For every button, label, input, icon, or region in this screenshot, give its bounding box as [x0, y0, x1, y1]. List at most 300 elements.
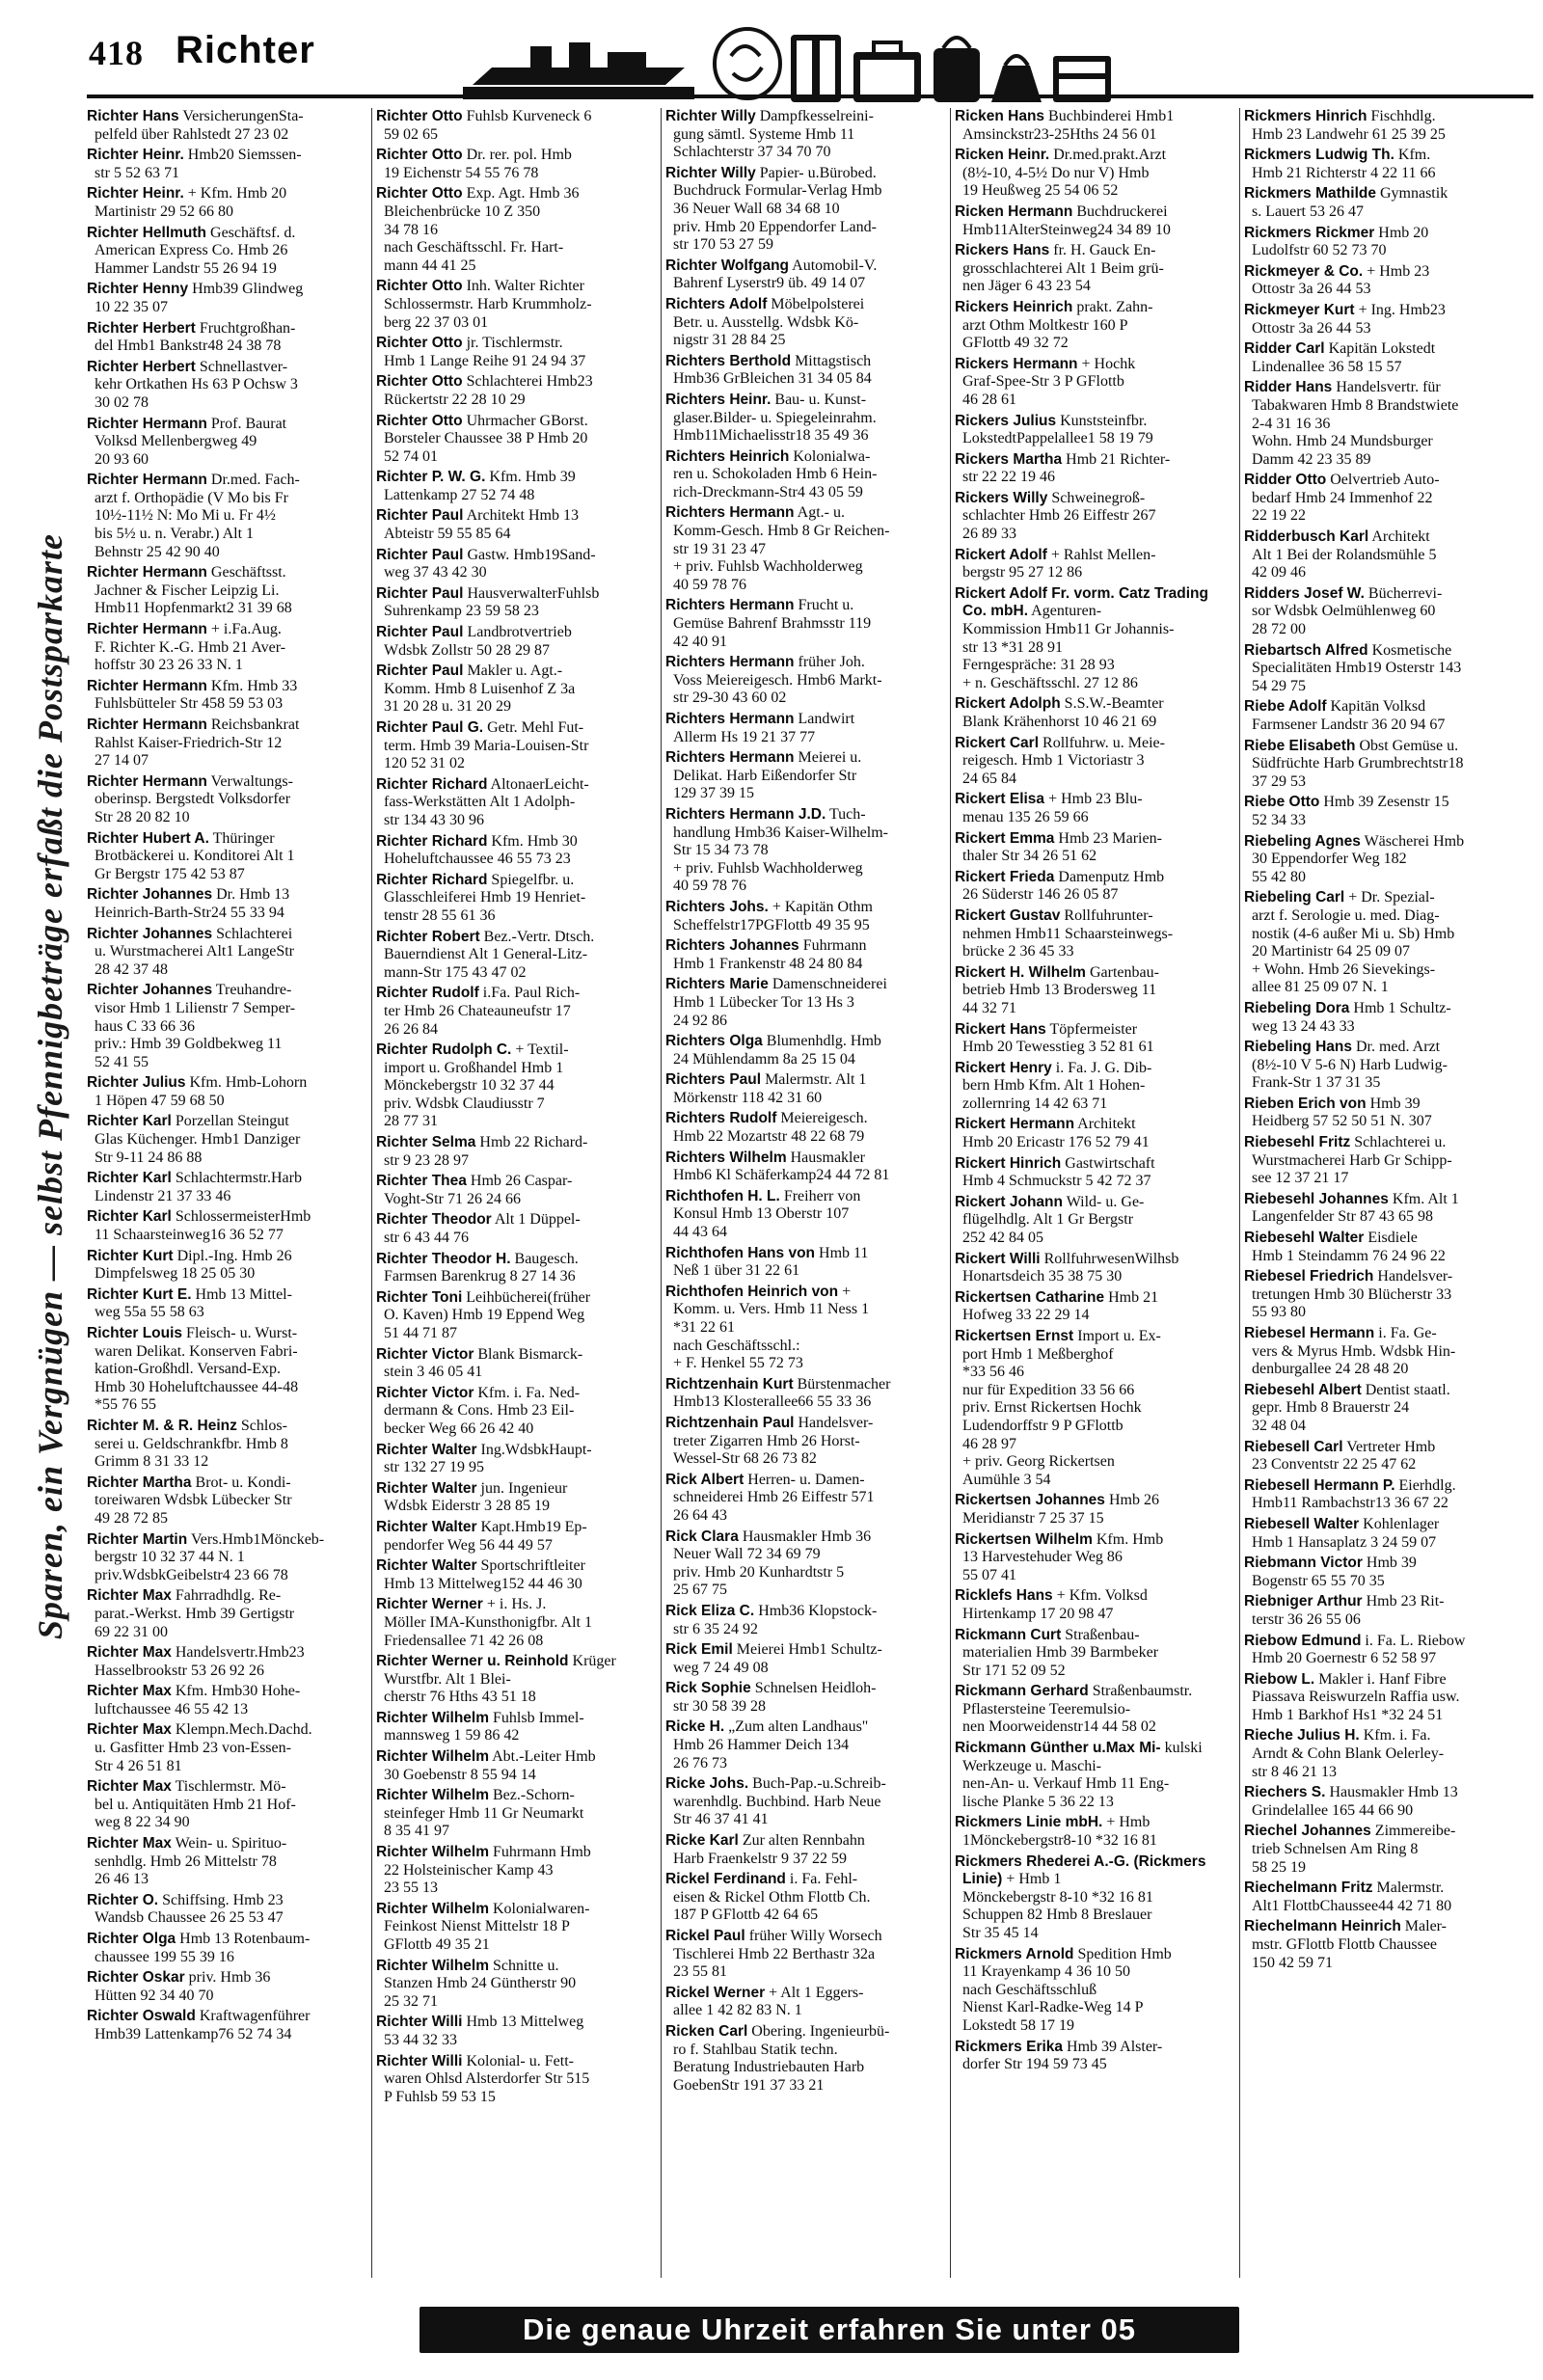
header-illustration — [463, 17, 1533, 114]
entry-details: Fleisch- u. Wurst- waren Delikat. Konserven Fabri- kation-Großhdl. Versand-Exp. Hmb 30 Hoheluftchaussee 44-48 *55 76 55 — [95, 1325, 299, 1414]
entry-details: Geschäftsf. d. American Express Co. Hmb 26 Hammer Landstr 55 26 94 19 — [95, 224, 296, 277]
directory-entry — [665, 899, 945, 934]
entry-details: Gymnastik s. Lauert 53 26 47 — [1252, 185, 1448, 220]
directory-entry — [376, 1787, 656, 1841]
entry-name: Riebesehl Albert — [1244, 1381, 1362, 1398]
entry-name: Richter Johannes — [87, 982, 213, 999]
entry-details: jun. Ingenieur Wdsbk Eiderstr 3 28 85 19 — [384, 1479, 568, 1515]
entry-details: Wein- u. Spirituo- senhdlg. Hmb 26 Mittelstr 78 26 46 13 — [95, 1835, 287, 1888]
entry-name: Rickert Adolph — [955, 695, 1061, 713]
entry-name: Richter Willi — [376, 2014, 463, 2031]
directory-entry — [1244, 1382, 1524, 1436]
entry-name: Rickel Ferdinand — [665, 1871, 786, 1888]
entry-details: Leihbücherei(früher O. Kaven) Hmb 19 Eppend Weg 51 44 71 87 — [384, 1288, 591, 1341]
directory-entry — [665, 1928, 945, 1982]
directory-entry — [665, 654, 945, 708]
entry-details: HausverwalterFuhlsb Suhrenkamp 23 59 58 23 — [384, 584, 600, 620]
directory-entry — [955, 490, 1234, 544]
directory-entry — [955, 242, 1234, 296]
directory-entry — [376, 929, 656, 983]
directory-entry — [1244, 1823, 1524, 1877]
entry-details: i. Fa. J. G. Dib- bern Hmb Kfm. Alt 1 Hohen- zollernring 14 42 63 71 — [962, 1059, 1152, 1112]
entry-details: Dr. rer. pol. Hmb 19 Eichenstr 54 55 76 78 — [384, 147, 572, 181]
directory-entry — [376, 185, 656, 275]
entry-details: Kfm. i. Fa. Ned- dermann & Cons. Hmb 23 Eil- becker Weg 66 26 42 40 — [384, 1384, 581, 1437]
entry-details: Kosmetische Specialitäten Hmb19 Osterstr 143 54 29 75 — [1252, 641, 1462, 694]
directory-entry — [665, 1149, 945, 1185]
entry-details: Rollfuhrw. u. Meie- reigesch. Hmb 1 Victoriastr 3 24 65 84 — [962, 734, 1165, 787]
entry-details: Hausmakler Hmb6 Kl Schäferkamp24 44 72 81 — [673, 1149, 890, 1184]
entry-name: Richter Toni — [376, 1288, 463, 1306]
directory-entry — [665, 108, 945, 162]
directory-entry — [1244, 528, 1524, 582]
entry-name: Rickert Adolf Fr. vorm. Catz Trading Co. mbH. — [955, 584, 1208, 620]
directory-entry — [955, 413, 1234, 448]
directory-entry — [955, 907, 1234, 961]
entry-details: Kfm. Alt 1 Langenfelder Str 87 43 65 98 — [1252, 1190, 1459, 1226]
directory-entry — [1244, 1095, 1524, 1131]
directory-entry — [665, 1603, 945, 1638]
entry-name: Richters Paul — [665, 1071, 762, 1089]
directory-entry — [87, 1170, 366, 1205]
entry-name: Richter Max — [87, 1778, 172, 1796]
entry-details: + Hmb 1Mönckebergstr8-10 *32 16 81 — [962, 1814, 1157, 1850]
entry-details: Freiherr von Konsul Hmb 13 Oberstr 107 44 43 64 — [673, 1187, 861, 1241]
entry-name: Riebeling Hans — [1244, 1039, 1352, 1056]
entry-details: Landwirt Allerm Hs 19 21 37 77 — [673, 711, 855, 745]
entry-details: Kfm. Hmb 13 Harvestehuder Weg 86 55 07 41 — [962, 1530, 1164, 1583]
entry-name: Richter Otto — [376, 335, 463, 352]
directory-entry — [955, 547, 1234, 582]
entry-details: Verwaltungs- oberinsp. Bergstedt Volksdorfer Str 28 20 82 10 — [95, 772, 293, 825]
entry-details: Dr. Hmb 13 Heinrich-Barth-Str24 55 33 94 — [95, 886, 290, 921]
directory-entry — [87, 147, 366, 182]
directory-entry — [665, 1188, 945, 1242]
entry-name: Richter Hermann — [87, 564, 207, 581]
entry-name: Richter Heinr. — [87, 147, 184, 164]
entry-name: Richter Walter — [376, 1479, 477, 1497]
directory-entry — [955, 1627, 1234, 1681]
entry-name: Richters Johs. — [665, 898, 769, 915]
directory-entry — [376, 507, 656, 543]
directory-entry — [1244, 1593, 1524, 1629]
entry-details: + Hmb 23 Ottostr 3a 26 44 53 — [1252, 262, 1430, 298]
directory-entry — [955, 451, 1234, 487]
entry-name: Riebmann Victor — [1244, 1555, 1363, 1572]
entry-details: Landbrotvertrieb Wdsbk Zollstr 50 28 29 87 — [384, 624, 572, 659]
directory-entry — [665, 392, 945, 446]
header-rule — [87, 95, 1533, 98]
entry-details: Ing.WdsbkHaupt- str 132 27 19 95 — [384, 1441, 592, 1476]
directory-entry — [665, 1284, 945, 1373]
directory-entry — [955, 1289, 1234, 1325]
entry-details: Baugesch. Farmsen Barenkrug 8 27 14 36 — [384, 1250, 579, 1285]
entry-name: Rickmers Hinrich — [1244, 108, 1367, 124]
entry-name: Richters Hermann — [665, 504, 795, 522]
entry-name: Richter Max — [87, 1721, 172, 1739]
entry-name: Rickel Paul — [665, 1928, 745, 1944]
directory-entry — [87, 1418, 366, 1472]
entry-name: Ricken Hermann — [955, 203, 1073, 220]
entry-details: Architekt Alt 1 Bei der Rolandsmühle 5 42 09 46 — [1252, 528, 1437, 581]
directory-entry — [955, 1155, 1234, 1191]
entry-name: Rickmers Ludwig Th. — [1244, 147, 1394, 164]
entry-details: Kolonialwaren- Feinkost Nienst Mittelstr 18 P GFlottb 49 35 21 — [384, 1900, 590, 1953]
entry-name: Richter Walter — [376, 1518, 477, 1535]
entry-name: Richter Wilhelm — [376, 1900, 489, 1917]
directory-entry — [665, 296, 945, 350]
directory-entry — [955, 1492, 1234, 1528]
entry-name: Richter Paul — [376, 584, 464, 602]
directory-entry — [665, 504, 945, 594]
entry-details: Kraftwagenführer Hmb39 Lattenkamp76 52 74 34 — [95, 2008, 311, 2042]
directory-entry — [665, 1680, 945, 1716]
entry-name: Richter Otto — [376, 185, 463, 203]
directory-entry — [1244, 1439, 1524, 1474]
entry-details: Getr. Mehl Fut- term. Hmb 39 Maria-Louisen-Str 120 52 31 02 — [384, 719, 589, 772]
entry-details: Bürstenmacher Hmb13 Klosterallee66 55 33 36 — [673, 1375, 891, 1411]
directory-entry — [376, 1557, 656, 1593]
entry-details: Agenturen- Kommission Hmb11 Gr Johannis- str 13 *31 28 91 Ferngespräche: 31 28 93 + n. Geschäftsschl. 27 12 86 — [962, 603, 1175, 691]
directory-entry — [376, 1173, 656, 1208]
entry-name: Richter Otto — [376, 373, 463, 391]
entry-details: Straßenbau- materialien Hmb 39 Barmbeker Str 171 52 09 52 — [962, 1626, 1159, 1679]
entry-details: + i.Fa.Aug. F. Richter K.-G. Hmb 21 Aver- hoffstr 30 23 26 33 N. 1 — [95, 621, 286, 674]
entry-details: VersicherungenSta- pelfeld über Rahlstedt 27 23 02 — [95, 108, 304, 143]
entry-details: Zimmereibe- trieb Schnelsen Am Ring 8 58 25 19 — [1252, 1823, 1456, 1876]
entry-name: Richthofen Heinrich von — [665, 1283, 839, 1300]
entry-details: Krüger Wurstfbr. Alt 1 Blei- cherstr 76 Hths 43 51 18 — [384, 1653, 616, 1706]
directory-entry — [955, 299, 1234, 353]
entry-details: Kunststeinfbr. LokstedtPappelallee1 58 19 79 — [962, 412, 1153, 447]
entry-details: Hmb 22 Richard- str 9 23 28 97 — [384, 1134, 588, 1169]
directory-entry — [1244, 1880, 1524, 1915]
suitcase-icon — [853, 42, 921, 102]
entry-name: Richter Hellmuth — [87, 224, 207, 241]
entry-name: Richters Heinrich — [665, 447, 790, 465]
entry-name: Riechers S. — [1244, 1784, 1326, 1801]
entry-name: Richters Hermann — [665, 597, 795, 614]
directory-entry — [1244, 108, 1524, 144]
directory-entry — [955, 1587, 1234, 1623]
entry-name: Richters Johannes — [665, 937, 799, 955]
entry-details: Zur alten Rennbahn Harb Fraenkelstr 9 37 22 59 — [673, 1832, 865, 1867]
directory-entry — [665, 257, 945, 293]
entry-details: Architekt Hmb 13 Abteistr 59 55 85 64 — [384, 507, 579, 543]
directory-entry — [376, 2053, 656, 2107]
entry-details: Hmb 13 Rotenbaum- chaussee 199 55 39 16 — [95, 1931, 311, 1965]
entry-name: Riebe Adolf — [1244, 698, 1327, 716]
entry-details: Hmb 39 Alster- dorfer Str 194 59 73 45 — [962, 2038, 1163, 2073]
entry-name: Rickel Werner — [665, 1984, 766, 2001]
entry-name: Richter Paul — [376, 663, 464, 680]
bag-icon — [934, 38, 980, 102]
entry-details: früher Willy Worsech Tischlerei Hmb 22 Berthastr 32a 23 55 81 — [673, 1928, 882, 1981]
directory-entry — [376, 1748, 656, 1784]
directory-entry — [87, 1113, 366, 1167]
directory-entry — [87, 717, 366, 771]
entry-details: Geschäftsst. Jachner & Fischer Leipzig Li. Hmb11 Hopfenmarkt2 31 39 68 — [95, 564, 292, 617]
entry-name: Richter Rudolph C. — [376, 1041, 512, 1059]
directory-entry — [665, 1071, 945, 1107]
entry-name: Richter Heinr. — [87, 185, 184, 203]
directory-entry — [955, 1328, 1234, 1489]
entry-name: Richters Hermann — [665, 749, 795, 767]
entry-details: Alt 1 Düppel- str 6 43 44 76 — [384, 1211, 581, 1247]
directory-entry — [955, 1194, 1234, 1248]
entry-name: Rickert Hermann — [955, 1116, 1075, 1133]
directory-entry — [955, 108, 1234, 144]
directory-entry — [87, 564, 366, 618]
directory-entry — [1244, 185, 1524, 221]
entry-name: Richters Wilhelm — [665, 1149, 787, 1166]
entry-details: Makler u. Agt.- Komm. Hmb 8 Luisenhof Z 3a 31 20 28 u. 31 20 29 — [384, 663, 576, 716]
entry-name: Riebesel Friedrich — [1244, 1268, 1374, 1285]
entry-name: Richter Wolfgang — [665, 257, 790, 274]
entry-details: Spiegelfbr. u. Glasschleiferei Hmb 19 Henriet- tenstr 28 55 61 36 — [384, 871, 586, 924]
directory-entry — [376, 1710, 656, 1745]
entry-details: + Dr. Spezial- arzt f. Serologie u. med. Diag- nostik (4-6 außer Mi u. Sb) Hmb 20 Martinistr 64 25 09 07 + Wohn. Hmb 26 Sievekings- allee 81 25 09 07 N. 1 — [1252, 889, 1455, 996]
directory-entry — [955, 830, 1234, 866]
entry-name: Rickertsen Ernst — [955, 1328, 1074, 1344]
entry-name: Riebesehl Fritz — [1244, 1134, 1351, 1151]
entry-details: + Textil- import u. Großhandel Hmb 1 Mönckebergstr 10 32 37 44 priv. Wdsbk Claudiusstr 7 28 77 31 — [384, 1041, 569, 1130]
directory-entry — [665, 1718, 945, 1772]
entry-name: Rick Sophie — [665, 1680, 751, 1697]
entry-name: Riebesehl Walter — [1244, 1230, 1365, 1247]
entry-details: Kfm. Hmb 30 Hoheluftchaussee 46 55 73 23 — [384, 832, 578, 868]
entry-name: Rickertsen Catharine — [955, 1288, 1105, 1306]
directory-entry — [665, 353, 945, 389]
entry-details: Handelsver- tretungen Hmb 30 Blücherstr 33 55 93 80 — [1252, 1268, 1453, 1321]
entry-details: Schweinegroß- schlachter Hmb 26 Eiffestr 267 26 89 33 — [962, 489, 1156, 543]
directory-entry — [665, 1641, 945, 1677]
running-head: Richter — [176, 29, 315, 71]
entry-name: Richter Louis — [87, 1325, 183, 1341]
entry-details: Hmb 20 Ludolfstr 60 52 73 70 — [1252, 224, 1429, 259]
entry-details: AltonaerLeicht- fass-Werkstätten Alt 1 Adolph- str 134 43 30 96 — [384, 775, 589, 828]
entry-name: Richters Marie — [665, 976, 769, 993]
entry-name: Riechelmann Fritz — [1244, 1880, 1373, 1897]
entry-name: Rickert Carl — [955, 734, 1040, 751]
entry-details: Vertreter Hmb 23 Conventstr 22 25 47 62 — [1252, 1438, 1436, 1474]
entry-details: Treuhandre- visor Hmb 1 Lilienstr 7 Semper- haus C 33 66 36 priv.: Hmb 39 Goldbekweg 11 52 41 55 — [95, 982, 296, 1070]
entry-details: i. Fa. L. Riebow Hmb 20 Goernestr 6 52 58 97 — [1252, 1632, 1466, 1667]
entry-name: Richter Hermann — [87, 621, 207, 638]
entry-name: Richter Kurt E. — [87, 1285, 192, 1303]
entry-details: Handelsver- treter Zigarren Hmb 26 Horst- Wessel-Str 68 26 73 82 — [673, 1414, 874, 1468]
directory-entry — [87, 773, 366, 827]
entry-details: Schlos- serei u. Geldschrankfbr. Hmb 8 Grimm 8 31 33 12 — [95, 1417, 288, 1471]
entry-details: Schnellastver- kehr Ortkathen Hs 63 P Ochsw 3 30 02 78 — [95, 358, 298, 411]
entry-details: + Kfm. Volksd Hirtenkamp 17 20 98 47 — [962, 1587, 1148, 1622]
entry-name: Ridderbusch Karl — [1244, 528, 1369, 546]
entry-name: Rickers Julius — [955, 412, 1057, 429]
directory-entry — [87, 359, 366, 413]
entry-details: Architekt Hmb 20 Ericastr 176 52 79 41 — [962, 1116, 1150, 1151]
entry-name: Ridder Hans — [1244, 379, 1333, 396]
entry-name: Rickert Frieda — [955, 868, 1055, 885]
directory-entry — [87, 830, 366, 884]
entry-details: kulski Werkzeuge u. Maschi- nen-An- u. Verkauf Hmb 11 Eng- lische Planke 5 36 22 13 — [962, 1740, 1203, 1810]
entry-name: Richtzenhain Kurt — [665, 1375, 794, 1393]
directory-entry — [1244, 302, 1524, 338]
entry-name: Richter Thea — [376, 1173, 467, 1190]
entry-details: Hmb 26 Meridianstr 7 25 37 15 — [962, 1492, 1159, 1527]
entry-name: Riebow Edmund — [1244, 1632, 1362, 1649]
entry-name: Richters Olga — [665, 1033, 763, 1050]
directory-entry — [376, 147, 656, 182]
entry-name: Ricken Hans — [955, 108, 1045, 124]
directory-entry — [376, 719, 656, 773]
directory-entry — [87, 1778, 366, 1832]
directory-entry — [87, 886, 366, 922]
entry-name: Richter Karl — [87, 1170, 172, 1187]
entry-details: Kapitän Lokstedt Lindenallee 36 58 15 57 — [1252, 340, 1436, 375]
entry-name: Riebow L. — [1244, 1670, 1315, 1688]
entry-details: Obering. Ingenieurbü- ro f. Stahlbau Statik techn. Beratung Industriebauten Harb GoebenStr 191 37 33 21 — [673, 2022, 890, 2094]
entry-name: Rickmann Günther u.Max Mi- — [955, 1740, 1161, 1757]
directory-entry — [87, 225, 366, 279]
directory-entry — [87, 416, 366, 470]
column-3 — [665, 108, 945, 2278]
entry-name: Richter Max — [87, 1644, 172, 1662]
entry-details: + Hmb 23 Blu- menau 135 26 59 66 — [962, 791, 1143, 825]
entry-name: Richthofen H. L. — [665, 1187, 780, 1204]
entry-details: Wäscherei Hmb 30 Eppendorfer Weg 182 55 42 80 — [1252, 832, 1465, 885]
entry-details: Damenschneiderei Hmb 1 Lübecker Tor 13 Hs 3 24 92 86 — [673, 976, 887, 1029]
entry-details: Fuhlsb Kurveneck 6 59 02 65 — [384, 108, 592, 143]
entry-name: Richter Paul — [376, 546, 464, 563]
entry-name: Richter Walter — [376, 1557, 477, 1575]
entry-name: Riebartsch Alfred — [1244, 641, 1368, 659]
directory-entry — [955, 1021, 1234, 1057]
directory-entry — [665, 2023, 945, 2095]
directory-entry — [87, 1248, 366, 1284]
directory-entry — [665, 1871, 945, 1925]
entry-name: Rick Emil — [665, 1641, 733, 1659]
entry-name: Rickert Adolf — [955, 546, 1047, 563]
entry-details: Damenputz Hmb 26 Süderstr 146 26 05 87 — [962, 868, 1165, 904]
directory-entry — [87, 1644, 366, 1680]
entry-name: Ricke H. — [665, 1718, 725, 1736]
entry-details: Blank Bismarck- stein 3 46 05 41 — [384, 1345, 583, 1381]
entry-details: Buchbinderei Hmb1 Amsinckstr23-25Hths 24 56 01 — [962, 108, 1175, 143]
entry-details: Porzellan Steingut Glas Küchenger. Hmb1 Danziger Str 9-11 24 86 88 — [95, 1113, 301, 1166]
entry-details: Hmb 21 Hofweg 33 22 29 14 — [962, 1288, 1159, 1324]
directory-entry — [376, 1289, 656, 1343]
entry-name: Riebniger Arthur — [1244, 1593, 1363, 1610]
entry-details: Hmb36 Klopstock- str 6 35 24 92 — [673, 1602, 878, 1637]
entry-name: Richters Berthold — [665, 352, 792, 369]
directory-entry — [1244, 147, 1524, 182]
entry-details: SchlossermeisterHmb 11 Schaarsteinweg16 36 52 77 — [95, 1208, 311, 1244]
directory-entry — [1244, 1325, 1524, 1379]
directory-entry — [376, 1251, 656, 1286]
entry-details: Gastwirtschaft Hmb 4 Schmuckstr 5 42 72 37 — [962, 1154, 1155, 1190]
entry-details: Hausmakler Hmb 36 Neuer Wall 72 34 69 79 priv. Hmb 20 Kunhardtstr 5 25 67 75 — [673, 1528, 872, 1599]
entry-name: Richter Walter — [376, 1441, 477, 1458]
entry-name: Rickmers Erika — [955, 2038, 1064, 2055]
entry-details: Hmb 21 Richter- str 22 22 19 46 — [962, 450, 1171, 486]
entry-name: Richter Werner u. Reinhold — [376, 1653, 569, 1670]
entry-details: Oelvertrieb Auto- bedarf Hmb 24 Immenhof 22 22 19 22 — [1252, 472, 1440, 525]
directory-entry — [665, 711, 945, 746]
entry-details: Buchdruckerei Hmb11AlterSteinweg24 34 89 10 — [962, 203, 1171, 238]
directory-entry — [87, 678, 366, 714]
entry-details: Schlachtermstr.Harb Lindenstr 21 37 33 46 — [95, 1170, 302, 1204]
entry-details: i.Fa. Paul Rich- ter Hmb 26 Chateauneufstr 17 26 26 84 — [384, 985, 581, 1038]
directory-entry — [376, 1385, 656, 1439]
entry-name: Richter Oswald — [87, 2008, 196, 2025]
entry-details: „Zum alten Landhaus" Hmb 26 Hammer Deich 134 26 76 73 — [673, 1718, 869, 1771]
entry-details: Kfm. Hmb 33 Fuhlsbütteler Str 458 59 53 03 — [95, 677, 298, 713]
entry-details: + Ing. Hmb23 Ottostr 3a 26 44 53 — [1252, 301, 1446, 337]
entry-details: Malermstr. Alt 1 Mörkenstr 118 42 31 60 — [673, 1071, 867, 1106]
entry-details: Agt.- u. Komm-Gesch. Hmb 8 Gr Reichen- str 19 31 23 47 + priv. Fuhlsb Wachholderweg 40 59 78 76 — [673, 504, 890, 593]
entry-details: Papier- u.Bürobed. Buchdruck Formular-Verlag Hmb 36 Neuer Wall 68 34 68 10 priv. Hmb 20 Eppendorfer Land- str 170 53 27 59 — [673, 164, 882, 254]
entry-details: Hmb39 Glindweg 10 22 35 07 — [95, 281, 304, 315]
entry-name: Rickmers Arnold — [955, 1945, 1074, 1962]
entry-name: Richter Karl — [87, 1208, 172, 1226]
entry-name: Richter Paul — [376, 624, 464, 641]
entry-details: Dr.med.prakt.Arzt (8½-10, 4-5½ Do nur V) Hmb 19 Heußweg 25 54 06 52 — [962, 147, 1167, 200]
directory-entry — [955, 203, 1234, 239]
entry-details: Bücherrevi- sor Wdsbk Oelmühlenweg 60 28 72 00 — [1252, 584, 1443, 638]
directory-entry — [87, 108, 366, 144]
directory-entry — [1244, 1134, 1524, 1188]
entry-name: Richter P. W. G. — [376, 469, 486, 486]
entry-name: Rieche Julius H. — [1244, 1727, 1360, 1744]
directory-entry — [87, 1892, 366, 1928]
entry-details: Fuhrmann Hmb 22 Holsteinischer Kamp 43 23 55 13 — [384, 1844, 591, 1897]
directory-entry — [665, 1832, 945, 1868]
entry-name: Richter Herbert — [87, 319, 196, 337]
entry-name: Richter Oskar — [87, 1969, 185, 1987]
entry-details: Spedition Hmb 11 Krayenkamp 4 36 10 50 nach Geschäftsschluß Nienst Karl-Radke-Weg 14 P Lokstedt 58 17 19 — [962, 1945, 1172, 2034]
directory-entry — [1244, 833, 1524, 887]
entry-details: Abt.-Leiter Hmb 30 Goebenstr 8 55 94 14 — [384, 1748, 596, 1783]
trunk-icon — [791, 35, 841, 102]
entry-name: Richter Hans — [87, 108, 179, 124]
entry-name: Ricken Carl — [665, 2022, 748, 2040]
entry-name: Rickmers Linie mbH. — [955, 1814, 1103, 1831]
entry-details: i. Fa. Ge- vers & Myrus Hmb. Wdsbk Hin- denburgallee 24 28 48 20 — [1252, 1325, 1456, 1378]
entry-name: Richter Selma — [376, 1134, 476, 1151]
entry-name: Rickers Hermann — [955, 355, 1078, 372]
entry-details: Meiereigesch. Hmb 22 Mozartstr 48 22 68 79 — [673, 1110, 868, 1146]
directory-entry — [665, 806, 945, 896]
directory-entry — [955, 791, 1234, 826]
ship-icon — [463, 42, 694, 99]
entry-details: Exp. Agt. Hmb 36 Bleichenbrücke 10 Z 350 34 78 16 nach Geschäftsschl. Fr. Hart- mann 44 41 25 — [384, 185, 580, 274]
directory-entry — [1244, 225, 1524, 260]
entry-details: Möbelpolsterei Betr. u. Ausstellg. Wdsbk Kö- nigstr 31 28 84 25 — [673, 295, 865, 349]
entry-details: Kolonial- u. Fett- waren Ohlsd Alsterdorfer Str 515 P Fuhlsb 59 53 15 — [384, 2052, 590, 2105]
entry-name: Riebeling Agnes — [1244, 832, 1361, 850]
directory-entry — [87, 621, 366, 675]
directory-entry — [376, 1901, 656, 1955]
entry-details: RollfuhrwesenWilhsb Honartsdeich 35 38 75 30 — [962, 1250, 1179, 1285]
entry-name: Rick Clara — [665, 1528, 739, 1545]
entry-details: Frucht u. Gemüse Bahrenf Brahmsstr 119 42 40 91 — [673, 597, 872, 650]
directory-entry — [376, 776, 656, 830]
entry-details: Tuch- handlung Hmb36 Kaiser-Wilhelm- Str 15 34 73 78 + priv. Fuhlsb Wachholderweg 40 59 78 76 — [673, 805, 888, 895]
directory-entry — [1244, 1516, 1524, 1552]
entry-details: prakt. Zahn- arzt Othm Moltkestr 160 P GFlottb 49 32 72 — [962, 298, 1153, 352]
entry-details: Dampfkesselreini- gung sämtl. Systeme Hmb 11 Schlachterstr 37 34 70 70 — [673, 108, 874, 161]
directory-entry — [376, 1442, 656, 1477]
